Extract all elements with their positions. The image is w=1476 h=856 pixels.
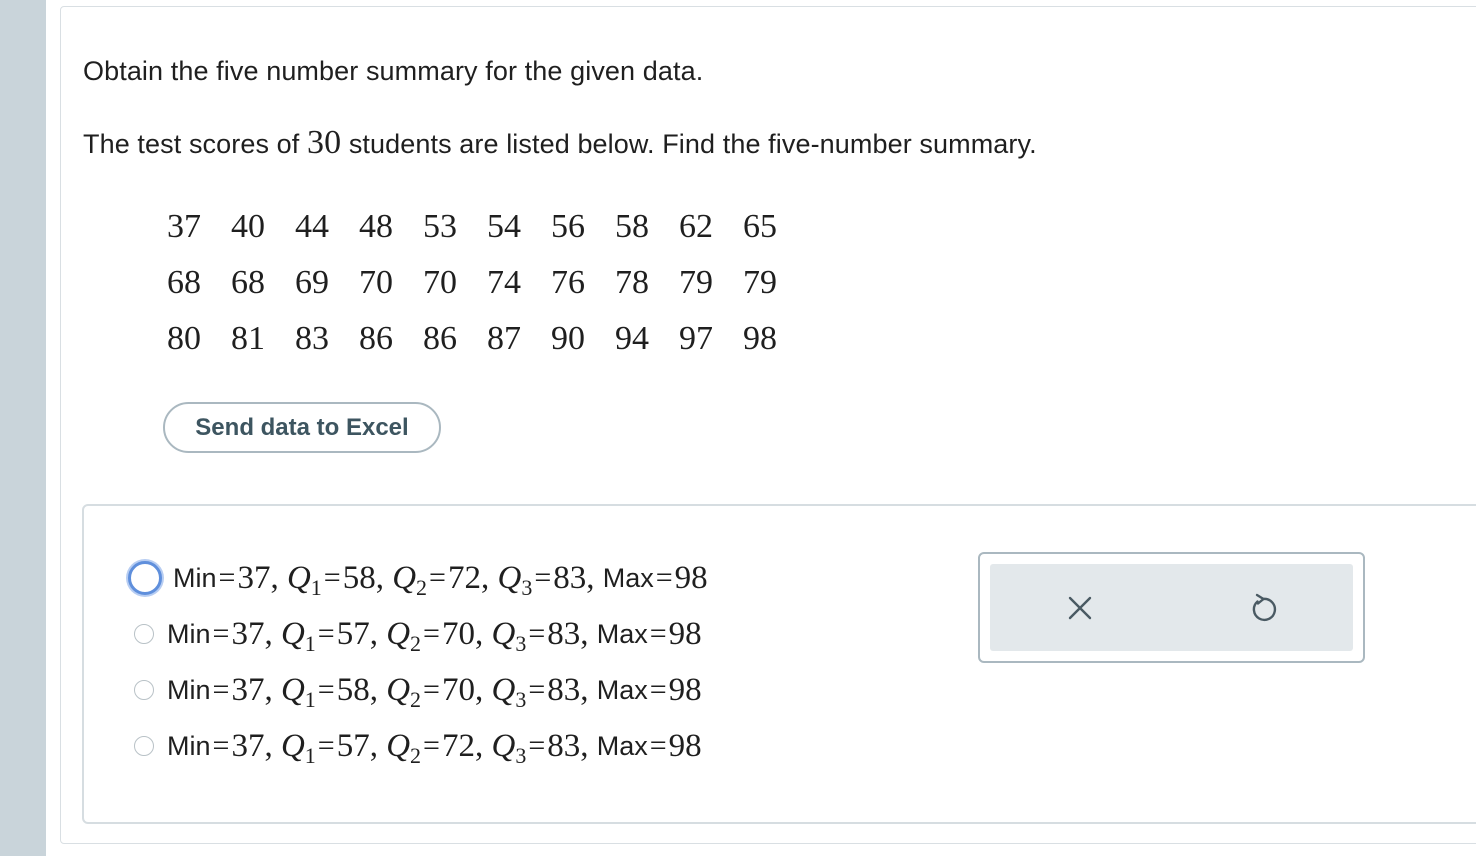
comma: , xyxy=(264,615,281,652)
equals-sign: = xyxy=(655,561,673,594)
undo-icon xyxy=(1248,592,1278,624)
close-icon xyxy=(1066,594,1094,622)
answer-choice-1[interactable] xyxy=(128,553,708,603)
score-row xyxy=(152,311,792,367)
score-cell: 68 xyxy=(167,264,201,301)
quartile-letter: Q xyxy=(392,559,417,596)
prompt-before: The test scores of xyxy=(83,129,300,159)
min-label: Min xyxy=(167,674,211,705)
comma: , xyxy=(270,559,287,596)
equals-sign: = xyxy=(649,673,667,706)
score-cell: 94 xyxy=(615,320,649,357)
score-cell: 81 xyxy=(231,320,265,357)
equals-sign: = xyxy=(218,561,236,594)
comma: , xyxy=(264,727,281,764)
comma: , xyxy=(580,615,597,652)
score-cell: 53 xyxy=(423,208,457,245)
clear-button[interactable] xyxy=(1040,564,1120,651)
equals-sign: = xyxy=(429,561,446,594)
score-cell: 54 xyxy=(487,208,521,245)
score-cell: 69 xyxy=(295,264,329,301)
answer-choice-2[interactable] xyxy=(128,609,702,659)
quartile-subscript: 3 xyxy=(515,630,527,656)
comma: , xyxy=(474,727,492,764)
score-cell: 80 xyxy=(167,320,201,357)
comma: , xyxy=(375,559,393,596)
quartile-subscript: 3 xyxy=(521,574,533,600)
q1-value: 58 xyxy=(336,671,370,708)
radio-button[interactable] xyxy=(128,561,162,595)
equals-sign: = xyxy=(212,617,230,650)
max-label: Max xyxy=(596,674,648,705)
equals-sign: = xyxy=(317,617,335,650)
quartile-letter: Q xyxy=(280,615,305,652)
equals-sign: = xyxy=(323,561,341,594)
score-cell: 65 xyxy=(743,208,777,245)
max-value: 98 xyxy=(674,559,708,596)
max-value: 98 xyxy=(668,671,702,708)
equals-sign: = xyxy=(534,561,552,594)
q2-value: 72 xyxy=(447,559,481,596)
radio-button[interactable] xyxy=(134,624,154,644)
quartile-symbol xyxy=(491,615,527,656)
score-cell: 62 xyxy=(679,208,713,245)
equals-sign: = xyxy=(423,617,440,650)
q3-value: 83 xyxy=(547,727,581,764)
comma: , xyxy=(474,671,492,708)
test-scores-table xyxy=(152,199,792,367)
score-cell: 83 xyxy=(295,320,329,357)
quartile-letter: Q xyxy=(491,615,516,652)
quartile-symbol xyxy=(280,727,316,768)
quartile-letter: Q xyxy=(386,671,411,708)
max-label: Max xyxy=(602,562,654,593)
quartile-subscript: 2 xyxy=(410,742,422,768)
comma: , xyxy=(369,671,387,708)
quartile-letter: Q xyxy=(280,671,305,708)
min-label: Min xyxy=(167,618,211,649)
score-row xyxy=(152,199,792,255)
comma: , xyxy=(580,727,597,764)
score-cell: 97 xyxy=(679,320,713,357)
q2-value: 70 xyxy=(441,671,475,708)
score-cell: 37 xyxy=(167,208,201,245)
q3-value: 83 xyxy=(547,671,581,708)
min-label: Min xyxy=(167,730,211,761)
quartile-subscript: 1 xyxy=(304,742,316,768)
equals-sign: = xyxy=(212,673,230,706)
score-cell: 76 xyxy=(551,264,585,301)
min-value: 37 xyxy=(231,727,265,764)
question-instruction: Obtain the five number summary for the given data. xyxy=(83,56,704,86)
undo-button[interactable] xyxy=(1223,564,1303,651)
radio-button[interactable] xyxy=(134,736,154,756)
q1-value: 58 xyxy=(342,559,376,596)
answer-tools xyxy=(978,552,1365,663)
score-cell: 79 xyxy=(679,264,713,301)
score-cell: 98 xyxy=(743,320,777,357)
equals-sign: = xyxy=(528,729,546,762)
quartile-symbol xyxy=(386,615,422,656)
score-cell: 87 xyxy=(487,320,521,357)
quartile-subscript: 2 xyxy=(410,630,422,656)
quartile-subscript: 1 xyxy=(304,686,316,712)
score-cell: 44 xyxy=(295,208,329,245)
score-cell: 40 xyxy=(231,208,265,245)
equals-sign: = xyxy=(423,729,440,762)
min-value: 37 xyxy=(237,559,271,596)
equals-sign: = xyxy=(423,673,440,706)
quartile-letter: Q xyxy=(497,559,522,596)
answer-choice-4[interactable] xyxy=(128,721,702,771)
q1-value: 57 xyxy=(336,727,370,764)
score-cell: 74 xyxy=(487,264,521,301)
quartile-subscript: 1 xyxy=(310,574,322,600)
comma: , xyxy=(586,559,603,596)
quartile-symbol xyxy=(386,671,422,712)
score-cell: 58 xyxy=(615,208,649,245)
quartile-letter: Q xyxy=(491,671,516,708)
equals-sign: = xyxy=(212,729,230,762)
comma: , xyxy=(580,671,597,708)
quartile-symbol xyxy=(386,727,422,768)
score-cell: 70 xyxy=(423,264,457,301)
score-cell: 68 xyxy=(231,264,265,301)
quartile-letter: Q xyxy=(286,559,311,596)
min-value: 37 xyxy=(231,615,265,652)
score-cell: 78 xyxy=(615,264,649,301)
score-cell: 70 xyxy=(359,264,393,301)
quartile-subscript: 3 xyxy=(515,742,527,768)
q1-value: 57 xyxy=(336,615,370,652)
quartile-subscript: 2 xyxy=(416,574,428,600)
score-cell: 86 xyxy=(359,320,393,357)
max-value: 98 xyxy=(668,727,702,764)
send-to-excel-button[interactable]: Send data to Excel xyxy=(163,402,441,453)
comma: , xyxy=(369,727,387,764)
quartile-subscript: 1 xyxy=(304,630,316,656)
quartile-symbol xyxy=(497,559,533,600)
quartile-letter: Q xyxy=(386,727,411,764)
radio-button[interactable] xyxy=(134,680,154,700)
quartile-symbol xyxy=(286,559,322,600)
q3-value: 83 xyxy=(553,559,587,596)
quartile-subscript: 3 xyxy=(515,686,527,712)
quartile-letter: Q xyxy=(280,727,305,764)
score-cell: 48 xyxy=(359,208,393,245)
comma: , xyxy=(264,671,281,708)
q2-value: 72 xyxy=(441,727,475,764)
min-value: 37 xyxy=(231,671,265,708)
max-value: 98 xyxy=(668,615,702,652)
equals-sign: = xyxy=(317,729,335,762)
max-label: Max xyxy=(596,730,648,761)
student-count: 30 xyxy=(307,124,342,161)
quartile-symbol xyxy=(280,671,316,712)
comma: , xyxy=(480,559,498,596)
prompt-after: students are listed below. Find the five-number summary. xyxy=(348,129,1037,159)
equals-sign: = xyxy=(317,673,335,706)
score-cell: 56 xyxy=(551,208,585,245)
max-label: Max xyxy=(596,618,648,649)
comma: , xyxy=(474,615,492,652)
quartile-symbol xyxy=(491,727,527,768)
comma: , xyxy=(369,615,387,652)
question-prompt xyxy=(83,124,1037,162)
quartile-symbol xyxy=(392,559,428,600)
equals-sign: = xyxy=(528,673,546,706)
answer-choice-3[interactable] xyxy=(128,665,702,715)
equals-sign: = xyxy=(528,617,546,650)
quartile-subscript: 2 xyxy=(410,686,422,712)
score-cell: 90 xyxy=(551,320,585,357)
min-label: Min xyxy=(173,562,217,593)
q2-value: 70 xyxy=(441,615,475,652)
score-cell: 79 xyxy=(743,264,777,301)
left-sidebar-strip xyxy=(0,0,46,856)
quartile-symbol xyxy=(491,671,527,712)
score-cell: 86 xyxy=(423,320,457,357)
q3-value: 83 xyxy=(547,615,581,652)
quartile-letter: Q xyxy=(491,727,516,764)
quartile-symbol xyxy=(280,615,316,656)
tools-bar xyxy=(990,564,1353,651)
equals-sign: = xyxy=(649,617,667,650)
score-row xyxy=(152,255,792,311)
quartile-letter: Q xyxy=(386,615,411,652)
equals-sign: = xyxy=(649,729,667,762)
